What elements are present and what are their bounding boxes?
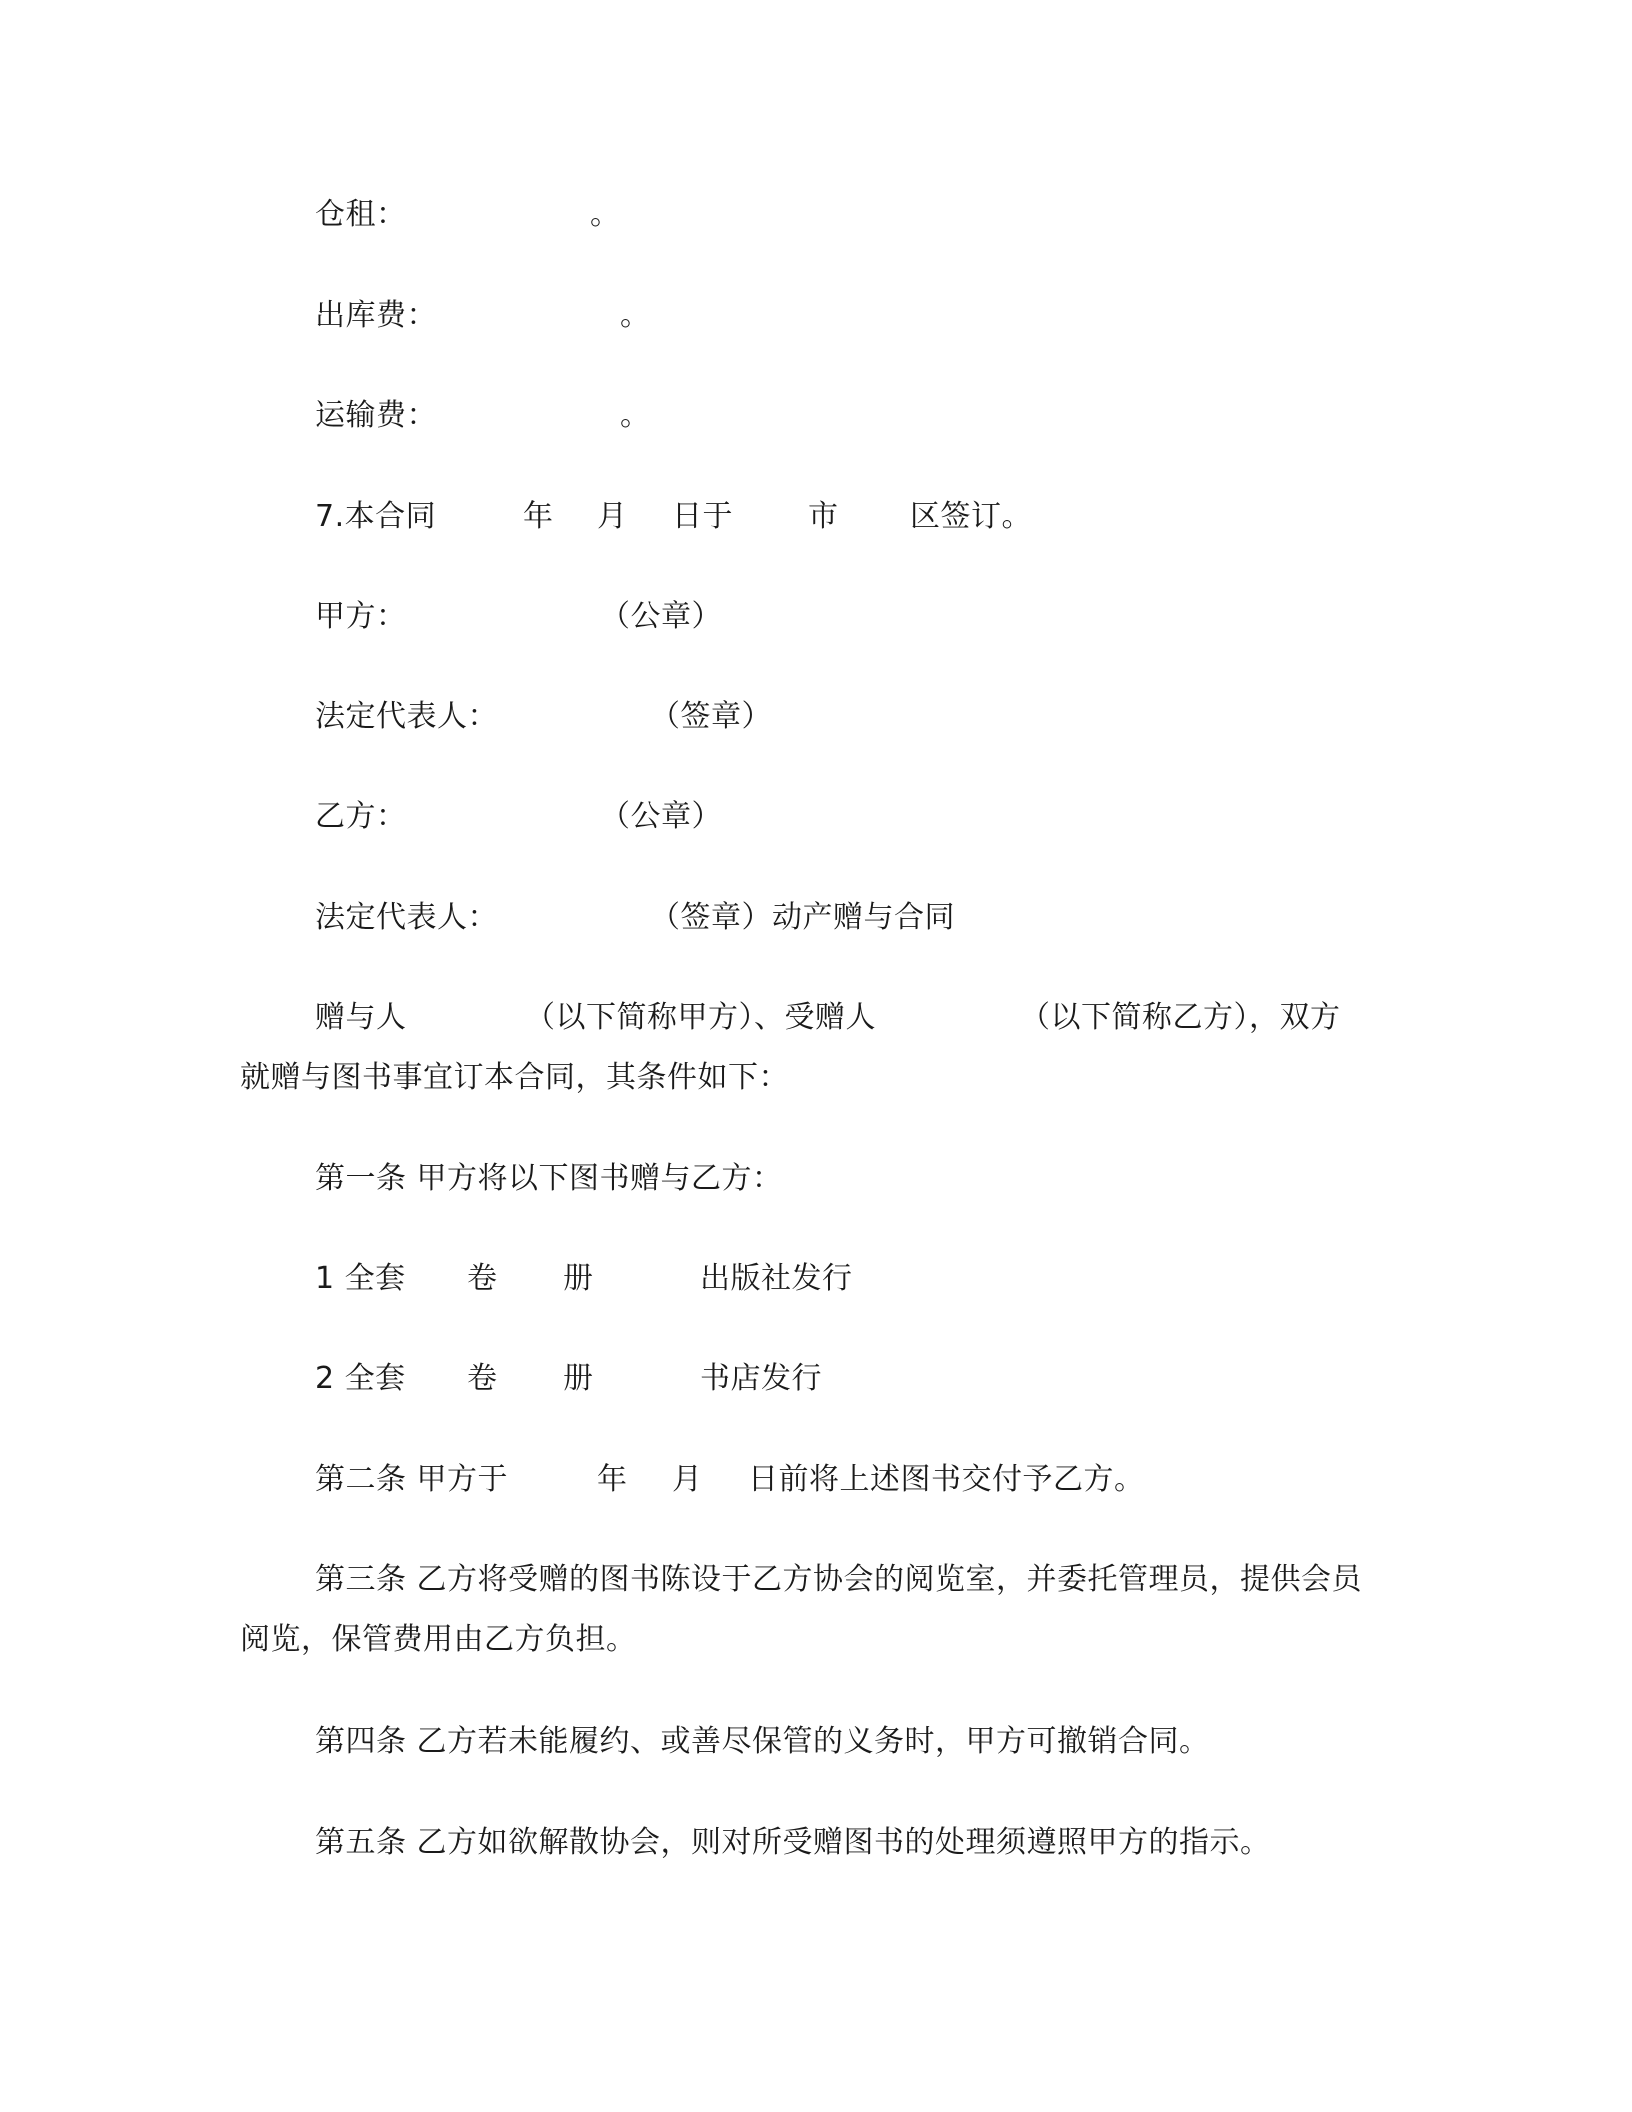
article-2-year: 年: [597, 1462, 628, 1497]
signing-district: 区签订。: [910, 499, 1032, 534]
article-2-prefix: 第二条 甲方于: [315, 1462, 509, 1497]
intro-line-1: [0, 998, 1632, 1038]
signing-month: 月: [597, 499, 628, 534]
party-b-seal: （公章）: [600, 799, 722, 834]
article-2: [0, 1460, 1632, 1500]
party-a-line: [0, 597, 1632, 637]
book-item-1-book: 册: [563, 1261, 594, 1296]
rep-a-line: [0, 697, 1632, 737]
outbound-fee-line: [0, 296, 1632, 336]
signing-line: [0, 497, 1632, 537]
book-item-1-publisher: 出版社发行: [700, 1261, 853, 1296]
rep-a-label: 法定代表人：: [315, 699, 498, 734]
signing-prefix: 7.本合同: [315, 499, 437, 534]
article-4-text: 第四条 乙方若未能履约、或善尽保管的义务时，甲方可撤销合同。: [315, 1724, 1210, 1759]
rent-line: [0, 195, 1632, 235]
book-item-2-vol: 卷: [467, 1361, 498, 1396]
intro-line-2: [0, 1058, 1632, 1098]
intro-donor-alias: （以下简称甲方）、受赠人: [525, 1000, 876, 1035]
book-item-2-no: 2 全套: [315, 1361, 406, 1396]
book-item-1: [0, 1259, 1632, 1299]
book-item-2: [0, 1359, 1632, 1399]
party-a-seal: （公章）: [600, 599, 722, 634]
article-1-text: 第一条 甲方将以下图书赠与乙方：: [315, 1161, 783, 1196]
book-item-1-no: 1 全套: [315, 1261, 406, 1296]
rep-b-seal: （签章）动产赠与合同: [650, 900, 955, 935]
article-3: 第三条 乙方将受赠的图书陈设于乙方协会的阅览室，并委托管理员，提供会员阅览，保管费用由乙方负担。: [240, 1562, 1363, 1657]
rep-b-line: [0, 898, 1632, 938]
party-b-label: 乙方：: [315, 799, 407, 834]
book-item-2-book: 册: [563, 1361, 594, 1396]
article-1: [0, 1159, 1632, 1199]
intro-continuation: 就赠与图书事宜订本合同，其条件如下：: [240, 1060, 789, 1095]
article-5-text: 第五条 乙方如欲解散协会，则对所受赠图书的处理须遵照甲方的指示。: [315, 1825, 1271, 1860]
transport-fee-line: [0, 396, 1632, 436]
signing-year: 年: [523, 499, 554, 534]
rent-end: 。: [590, 197, 621, 232]
article-5: [0, 1823, 1632, 1863]
party-b-line: [0, 797, 1632, 837]
rep-a-seal: （签章）: [650, 699, 772, 734]
intro-donor: 赠与人: [315, 1000, 407, 1035]
rent-label: 仓租：: [315, 197, 407, 232]
book-item-1-vol: 卷: [467, 1261, 498, 1296]
book-item-2-publisher: 书店发行: [700, 1361, 822, 1396]
article-2-rest: 日前将上述图书交付予乙方。: [748, 1462, 1145, 1497]
article-2-month: 月: [672, 1462, 703, 1497]
transport-fee-label: 运输费：: [315, 398, 437, 433]
party-a-label: 甲方：: [315, 599, 407, 634]
outbound-fee-end: 。: [620, 298, 651, 333]
transport-fee-end: 。: [620, 398, 651, 433]
rep-b-label: 法定代表人：: [315, 900, 498, 935]
signing-city: 市: [808, 499, 839, 534]
article-4: [0, 1722, 1632, 1762]
signing-day: 日于: [672, 499, 733, 534]
outbound-fee-label: 出库费：: [315, 298, 437, 333]
intro-donee-alias: （以下简称乙方），双方: [1020, 1000, 1341, 1035]
